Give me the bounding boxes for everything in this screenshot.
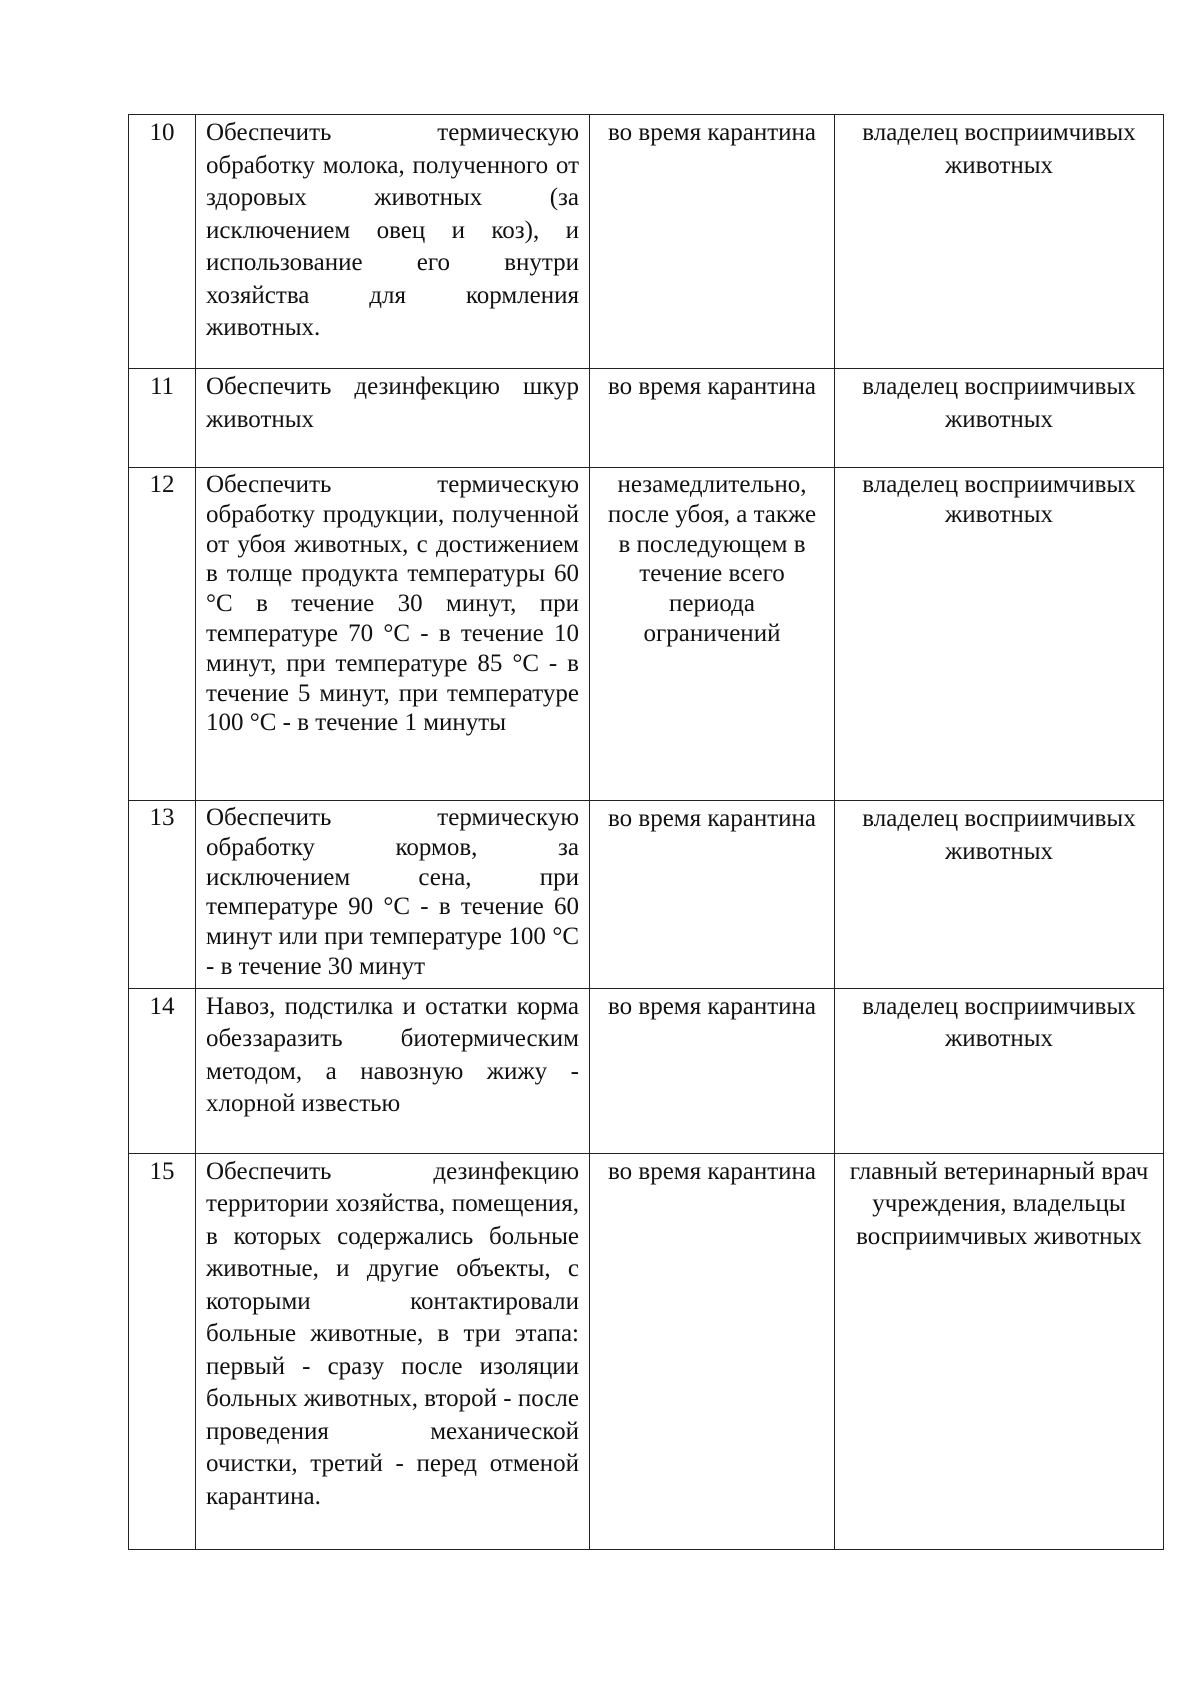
row-action: Обеспечить термическую обработку кормов, за исключением сена, при температуре 90 °С - в течение 60 минут или при температуре 100 °С - в течение 30 минут [196, 801, 590, 989]
table-row [129, 801, 1164, 989]
row-number: 14 [129, 988, 196, 1153]
row-responsible: владелец восприимчивых животных [835, 468, 1164, 801]
table-row [129, 369, 1164, 468]
row-term: во время карантина [590, 801, 835, 989]
row-number: 12 [129, 468, 196, 801]
row-action: Обеспечить термическую обработку молока, полученного от здоровых животных (за исключением овец и коз), и использование его внутри хозяйства для кормления животных. [196, 115, 590, 369]
row-action: Обеспечить термическую обработку продукции, полученной от убоя животных, с достижением в толще продукта температуры 60 °С в течение 30 минут, при температуре 70 °С - в течение 10 минут, при температуре 85 °С - в течение 5 минут, при температуре 100 °С - в течение 1 минуты [196, 468, 590, 801]
table-row [129, 468, 1164, 801]
table-row [129, 1153, 1164, 1549]
row-responsible: главный ветеринарный врач учреждения, владельцы восприимчивых животных [835, 1153, 1164, 1549]
table-row [129, 115, 1164, 369]
row-responsible: владелец восприимчивых животных [835, 988, 1164, 1153]
row-number: 11 [129, 369, 196, 468]
row-term: во время карантина [590, 115, 835, 369]
row-action: Навоз, подстилка и остатки корма обеззаразить биотермическим методом, а навозную жижу - хлорной известью [196, 988, 590, 1153]
row-action: Обеспечить дезинфекцию территории хозяйства, помещения, в которых содержались больные животные, и другие объекты, с которыми контактировали больные животные, в три этапа: первый - сразу после изоляции больных животных, второй - после проведения механической очистки, третий - перед отменой карантина. [196, 1153, 590, 1549]
row-term: незамедлительно, после убоя, а также в последующем в течение всего периода ограничений [590, 468, 835, 801]
row-term: во время карантина [590, 369, 835, 468]
row-responsible: владелец восприимчивых животных [835, 801, 1164, 989]
measures-table [128, 114, 1164, 1550]
row-responsible: владелец восприимчивых животных [835, 369, 1164, 468]
row-responsible: владелец восприимчивых животных [835, 115, 1164, 369]
table-row [129, 988, 1164, 1153]
row-term: во время карантина [590, 1153, 835, 1549]
row-term: во время карантина [590, 988, 835, 1153]
row-number: 10 [129, 115, 196, 369]
row-action: Обеспечить дезинфекцию шкур животных [196, 369, 590, 468]
row-number: 13 [129, 801, 196, 989]
row-number: 15 [129, 1153, 196, 1549]
